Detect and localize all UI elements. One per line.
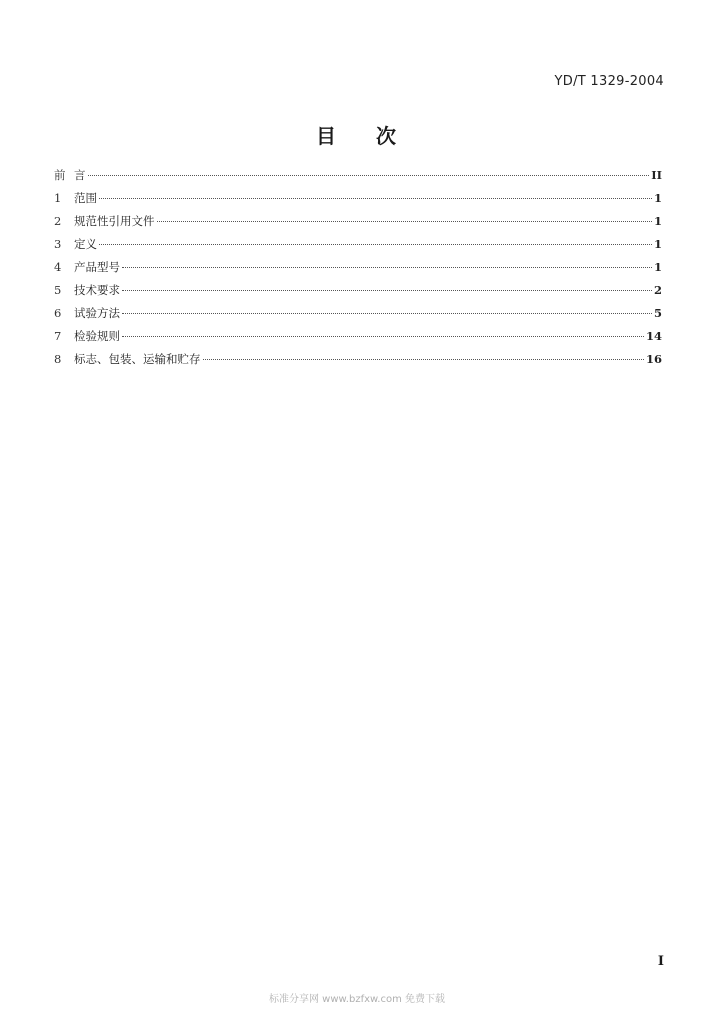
toc-leader-dots	[99, 198, 652, 199]
toc-entry-page: 1	[653, 237, 662, 251]
toc-list	[54, 164, 662, 371]
toc-entry-page: 16	[645, 352, 662, 366]
toc-entry-technical-requirements[interactable]	[54, 279, 662, 302]
toc-entry-label: 定义	[74, 237, 97, 251]
toc-entry-label: 产品型号	[74, 260, 120, 274]
toc-leader-dots	[122, 267, 652, 268]
toc-entry-page: 1	[653, 214, 662, 228]
toc-entry-scope[interactable]	[54, 187, 662, 210]
toc-entry-normative-references[interactable]	[54, 210, 662, 233]
toc-entry-page: 5	[653, 306, 662, 320]
toc-entry-number: 7	[54, 329, 62, 343]
toc-entry-label: 言	[74, 168, 86, 182]
toc-leader-dots	[122, 336, 644, 337]
toc-leader-dots	[99, 244, 652, 245]
toc-entry-number: 5	[54, 283, 62, 297]
toc-entry-label: 试验方法	[74, 306, 120, 320]
toc-entry-page: 2	[653, 283, 662, 297]
toc-entry-inspection-rules[interactable]	[54, 325, 662, 348]
toc-entry-page: 1	[653, 191, 662, 205]
toc-entry-label: 技术要求	[74, 283, 120, 297]
toc-title-left: 目	[316, 124, 338, 148]
toc-leader-dots	[157, 221, 652, 222]
toc-leader-dots	[88, 175, 650, 176]
toc-title-right: 次	[376, 124, 398, 148]
toc-leader-dots	[122, 313, 652, 314]
toc-entry-page: 14	[645, 329, 662, 343]
toc-entry-number: 1	[54, 191, 62, 205]
toc-entry-number: 6	[54, 306, 62, 320]
toc-entry-number: 8	[54, 352, 62, 366]
toc-entry-label: 标志、包装、运输和贮存	[74, 352, 201, 366]
toc-entry-number: 前	[54, 168, 66, 182]
toc-title	[0, 120, 714, 149]
watermark-text: 标准分享网 www.bzfxw.com 免费下载	[269, 994, 445, 1005]
toc-entry-definitions[interactable]	[54, 233, 662, 256]
page-number: I	[657, 954, 664, 969]
toc-entry-label: 规范性引用文件	[74, 214, 155, 228]
standard-code: YD/T 1329-2004	[554, 74, 664, 89]
toc-entry-product-model[interactable]	[54, 256, 662, 279]
toc-entry-test-methods[interactable]	[54, 302, 662, 325]
toc-leader-dots	[122, 290, 652, 291]
toc-entry-page: II	[651, 168, 662, 182]
toc-entry-label: 范围	[74, 191, 97, 205]
toc-entry-number: 2	[54, 214, 62, 228]
toc-entry-page: 1	[653, 260, 662, 274]
toc-entry-number: 3	[54, 237, 62, 251]
toc-entry-label: 检验规则	[74, 329, 120, 343]
toc-entry-number: 4	[54, 260, 62, 274]
toc-entry-marking-packaging[interactable]	[54, 348, 662, 371]
toc-leader-dots	[203, 359, 644, 360]
toc-entry-foreword[interactable]	[54, 164, 662, 187]
